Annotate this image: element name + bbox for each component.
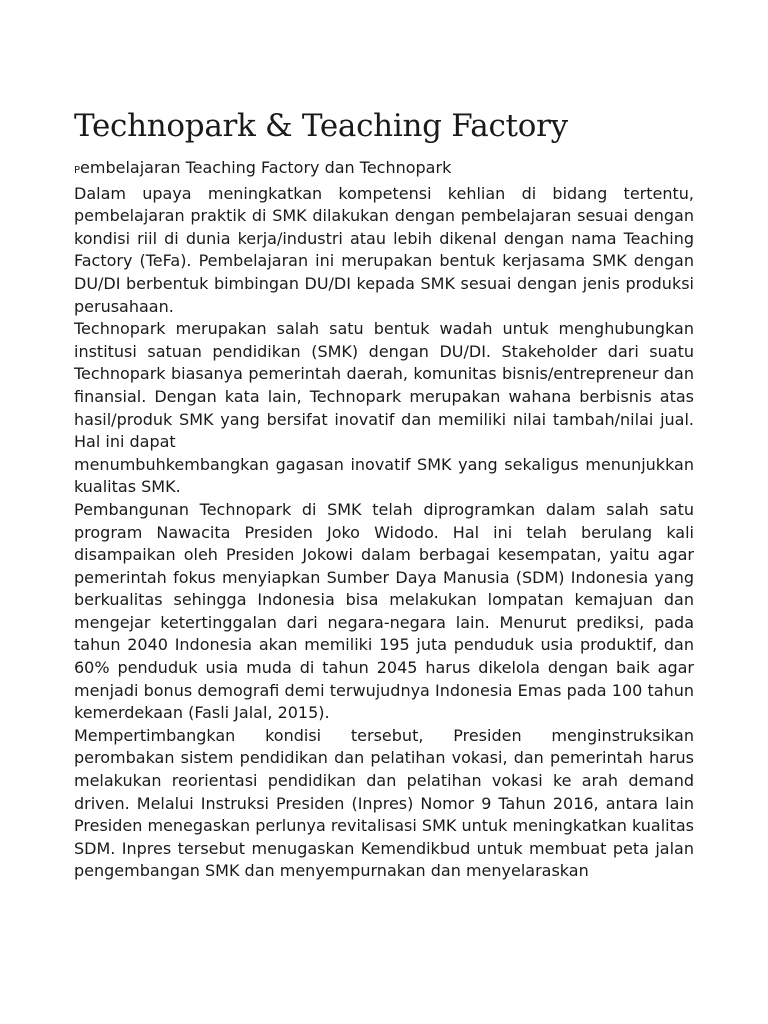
- paragraph-3: menumbuhkembangkan gagasan inovatif SMK yang sekaligus menunjukkan kualitas SMK.: [74, 454, 694, 497]
- subtitle-initial: P: [74, 165, 81, 176]
- document-title: Technopark & Teaching Factory: [74, 108, 568, 144]
- subtitle-text: embelajaran Teaching Factory dan Technopark: [80, 158, 452, 177]
- subtitle-line: [74, 157, 694, 183]
- paragraph-5: Mempertimbangkan kondisi tersebut, Presiden menginstruksikan perombakan sistem pendidikan dan pelatihan vokasi, dan pemerintah harus melakukan reorientasi pendidikan dan pelatihan vokasi ke arah demand driven. Melalui Instruksi Presiden (Inpres) Nomor 9 Tahun 2016, antara lain Presiden menegaskan perlunya revitalisasi SMK untuk meningkatkan kualitas SDM. Inpres tersebut menugaskan Kemendikbud untuk membuat peta jalan pengembangan SMK dan menyempurnakan dan menyelaraskan: [74, 725, 694, 881]
- paragraph-1: Dalam upaya meningkatkan kompetensi kehlian di bidang tertentu, pembelajaran praktik di SMK dilakukan dengan pembelajaran sesuai dengan kondisi riil di dunia kerja/industri atau lebih dikenal dengan nama Teaching Factory (TeFa). Pembelajaran ini merupakan bentuk kerjasama SMK dengan DU/DI berbentuk bimbingan DU/DI kepada SMK sesuai dengan jenis produksi perusahaan.: [74, 183, 694, 316]
- document-body: [74, 157, 694, 883]
- paragraph-4: Pembangunan Technopark di SMK telah diprogramkan dalam salah satu program Nawacita Presiden Joko Widodo. Hal ini telah berulang kali disampaikan oleh Presiden Jokowi dalam berbagai kesempatan, yaitu agar pemerintah fokus menyiapkan Sumber Daya Manusia (SDM) Indonesia yang berkualitas sehingga Indonesia bisa melakukan lompatan kemajuan dan mengejar ketertinggalan dari negara-negara lain. Menurut prediksi, pada tahun 2040 Indonesia akan memiliki 195 juta penduduk usia produktif, dan 60% penduduk usia muda di tahun 2045 harus dikelola dengan baik agar menjadi bonus demografi demi terwujudnya Indonesia Emas pada 100 tahun kemerdekaan (Fasli Jalal, 2015).: [74, 499, 694, 723]
- paragraph-2: Technopark merupakan salah satu bentuk wadah untuk menghubungkan institusi satuan pendidikan (SMK) dengan DU/DI. Stakeholder dari suatu Technopark biasanya pemerintah daerah, komunitas bisnis/entrepreneur dan finansial. Dengan kata lain, Technopark merupakan wahana berbisnis atas hasil/produk SMK yang bersifat inovatif dan memiliki nilai tambah/nilai jual. Hal ini dapat: [74, 319, 694, 452]
